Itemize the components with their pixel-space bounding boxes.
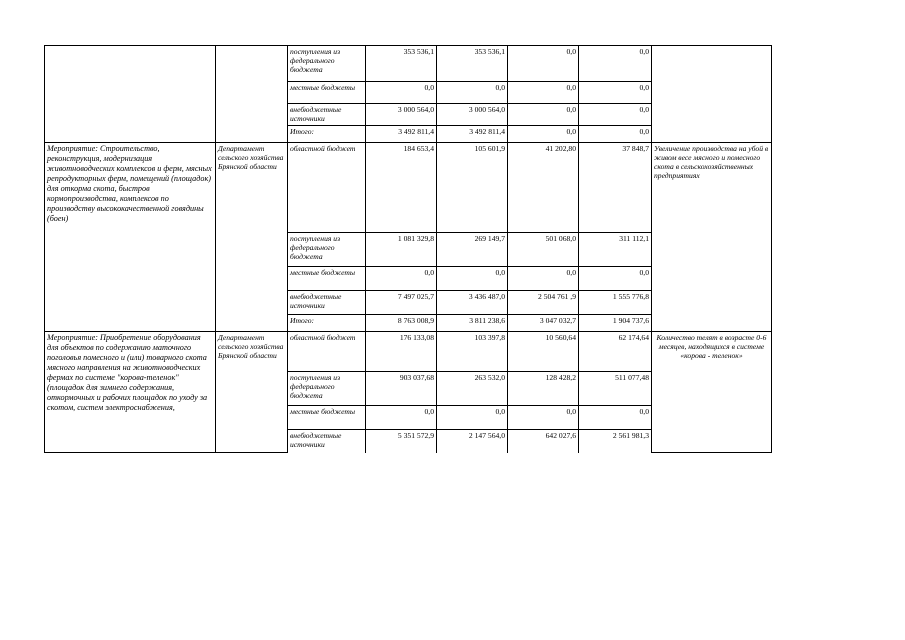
total-value: 3 000 564,0 (366, 104, 437, 126)
table-row (45, 332, 772, 372)
year3-value: 311 112,1 (579, 233, 652, 267)
funding-source: Итого: (288, 315, 366, 332)
event-name: Мероприятие: Приобретение оборудования для объектов по содержанию маточного поголовья помесного и (или) товарного скота мясного направления на животноводческих фермах по системе "корова-теленок" (площадок для зимнего содержания, откормочных и рабочих площадок по уходу за скотом, систем электроснабжения, (45, 332, 216, 453)
year3-value: 62 174,64 (579, 332, 652, 372)
funding-source: местные бюджеты (288, 82, 366, 104)
executor-cell (216, 46, 288, 143)
year3-value: 0,0 (579, 104, 652, 126)
funding-source: внебюджетные источники (288, 291, 366, 315)
total-value: 5 351 572,9 (366, 430, 437, 453)
result-cell (652, 46, 772, 143)
total-value: 0,0 (366, 82, 437, 104)
total-value: 353 536,1 (366, 46, 437, 82)
event-name: Мероприятие: Строительство, реконструкция, модернизация животноводческих комплексов и ферм, мясных репродукторных ферм, помещений (площадок) для откорма скота, быстров кормопроизводства, комплексов по производству высококачественной говядины (боен) (45, 143, 216, 332)
year3-value: 0,0 (579, 46, 652, 82)
year2-value: 501 068,0 (508, 233, 579, 267)
executor-name: Департамент сельского хозяйства Брянской области (216, 332, 288, 453)
event-cell (45, 46, 216, 143)
total-value: 8 763 008,9 (366, 315, 437, 332)
year3-value: 0,0 (579, 267, 652, 291)
year1-value: 0,0 (437, 82, 508, 104)
year2-value: 642 027,6 (508, 430, 579, 453)
year1-value: 3 000 564,0 (437, 104, 508, 126)
year1-value: 3 436 487,0 (437, 291, 508, 315)
year1-value: 353 536,1 (437, 46, 508, 82)
year2-value: 0,0 (508, 82, 579, 104)
year2-value: 128 428,2 (508, 372, 579, 406)
total-value: 176 133,08 (366, 332, 437, 372)
funding-source: внебюджетные источники (288, 430, 366, 453)
table-row (45, 46, 772, 82)
year3-value: 0,0 (579, 126, 652, 143)
year2-value: 2 504 761 ,9 (508, 291, 579, 315)
budget-table (44, 45, 772, 453)
total-value: 7 497 025,7 (366, 291, 437, 315)
year1-value: 263 532,0 (437, 372, 508, 406)
expected-result: Увеличение производства на убой в живом весе мясного и помесного скота в сельскохозяйственных предприятиях (652, 143, 772, 332)
funding-source: поступления из федерального бюджета (288, 372, 366, 406)
year2-value: 0,0 (508, 267, 579, 291)
year1-value: 105 601,9 (437, 143, 508, 233)
funding-source: областной бюджет (288, 332, 366, 372)
year3-value: 0,0 (579, 82, 652, 104)
year1-value: 0,0 (437, 406, 508, 430)
year2-value: 0,0 (508, 406, 579, 430)
year1-value: 3 811 238,6 (437, 315, 508, 332)
total-value: 184 653,4 (366, 143, 437, 233)
funding-source: областной бюджет (288, 143, 366, 233)
year3-value: 0,0 (579, 406, 652, 430)
year3-value: 37 848,7 (579, 143, 652, 233)
year3-value: 1 904 737,6 (579, 315, 652, 332)
year2-value: 0,0 (508, 46, 579, 82)
funding-source: поступления из федерального бюджета (288, 233, 366, 267)
funding-source: Итого: (288, 126, 366, 143)
total-value: 1 081 329,8 (366, 233, 437, 267)
total-value: 3 492 811,4 (366, 126, 437, 143)
year2-value: 0,0 (508, 126, 579, 143)
year2-value: 0,0 (508, 104, 579, 126)
table-row (45, 143, 772, 233)
executor-name: Департамент сельского хозяйства Брянской области (216, 143, 288, 332)
funding-source: внебюджетные источники (288, 104, 366, 126)
year2-value: 10 560,64 (508, 332, 579, 372)
year3-value: 511 077,48 (579, 372, 652, 406)
funding-source: местные бюджеты (288, 406, 366, 430)
total-value: 0,0 (366, 406, 437, 430)
year2-value: 3 047 032,7 (508, 315, 579, 332)
year1-value: 3 492 811,4 (437, 126, 508, 143)
year1-value: 0,0 (437, 267, 508, 291)
funding-source: местные бюджеты (288, 267, 366, 291)
year3-value: 2 561 981,3 (579, 430, 652, 453)
total-value: 0,0 (366, 267, 437, 291)
total-value: 903 037,68 (366, 372, 437, 406)
expected-result: Количество телят в возрасте 0-6 месяцев, находящихся в системе «корова - теленок» (652, 332, 772, 453)
funding-source: поступления из федерального бюджета (288, 46, 366, 82)
year2-value: 41 202,80 (508, 143, 579, 233)
year3-value: 1 555 776,8 (579, 291, 652, 315)
year1-value: 103 397,8 (437, 332, 508, 372)
year1-value: 2 147 564,0 (437, 430, 508, 453)
year1-value: 269 149,7 (437, 233, 508, 267)
